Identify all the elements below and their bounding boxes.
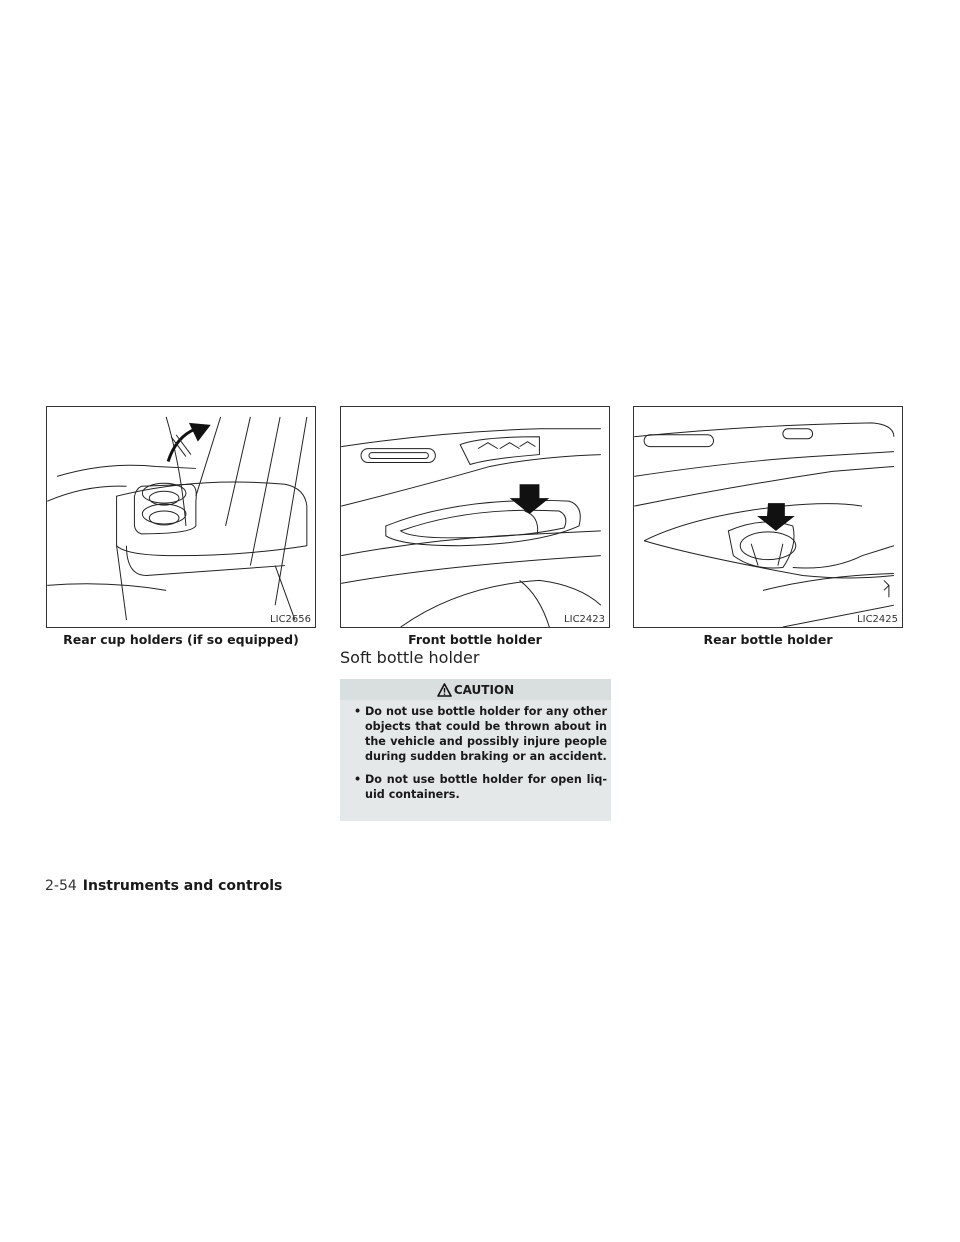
figure-caption: Rear cup holders (if so equipped) <box>63 632 299 647</box>
caution-heading <box>340 679 611 700</box>
figure-code: LIC2425 <box>857 614 898 625</box>
figure-rear-bottle-holder <box>633 406 903 628</box>
caution-body <box>340 700 611 821</box>
section-title: Soft bottle holder <box>340 648 480 667</box>
footer-section-title: Instruments and controls <box>82 878 283 894</box>
front-bottle-holder-illustration <box>341 407 609 627</box>
rear-cup-holder-illustration <box>47 407 315 627</box>
caution-item: • Do not use bottle holder for any other objects that could be thrown about in the vehicle and possibly injure people during sudden braking or an accident. <box>354 704 607 764</box>
caution-heading-text: CAUTION <box>453 682 515 697</box>
figure-caption: Rear bottle holder <box>703 632 833 647</box>
figure-code: LIC2656 <box>270 614 311 625</box>
figure-caption: Front bottle holder <box>408 632 542 647</box>
rear-bottle-holder-illustration <box>634 407 902 627</box>
figure-rear-cup-holders <box>46 406 316 628</box>
figure-code: LIC2423 <box>564 614 605 625</box>
page-number: 2-54 <box>45 878 77 894</box>
caution-item: • Do not use bottle holder for open liq- uid containers. <box>354 772 607 802</box>
warning-triangle-icon <box>437 683 452 697</box>
caution-box <box>340 679 611 821</box>
page-footer <box>45 878 282 894</box>
figure-front-bottle-holder <box>340 406 610 628</box>
